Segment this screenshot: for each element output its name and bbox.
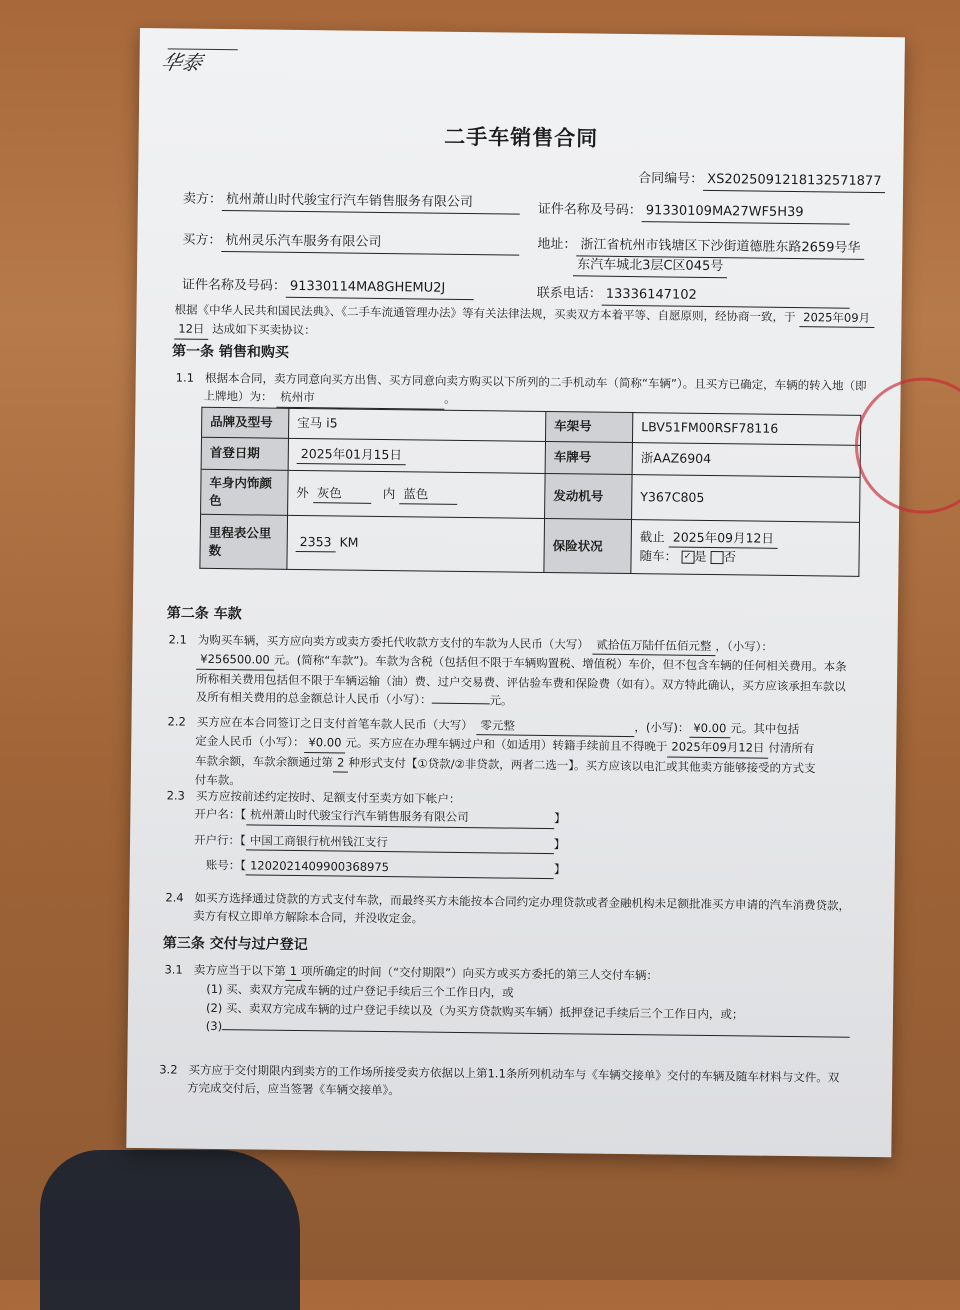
article-1-title: 第一条 销售和购买 — [171, 343, 290, 361]
table-row — [201, 469, 861, 522]
color-value: 外 灰色 内 蓝色 — [288, 470, 546, 518]
page-title: 二手车销售合同 — [444, 124, 599, 151]
clause-2-2: 2.2 买方应在本合同签订之日支付首笔车款人民币（大写） 零元整 ，(小写)： ¥0.00 元。其中包括 定金人民币（小写）： ¥0.00 元。买方应在办理车辆过户和（如适用）转籍手续前且不得晚于 2025年09月12日 付清所有 车款余额，车款余额通过第 2 种形式支付【①贷款/②非贷款，两者二选一】。买方应该以电汇或其他卖方能够接受的方式支 付车款。 — [167, 714, 816, 788]
clause-2-4: 2.4 如买方选择通过贷款的方式支付车款，而最终买方未能按本合同约定办理贷款或者金融机构未足额批准买方申请的汽车消费贷款， 卖方有权立即单方解除本合同，并没收定金。 — [165, 890, 851, 926]
vin-label: 车架号 — [545, 411, 632, 442]
odometer-value: 2353 KM — [287, 516, 545, 573]
seller-row: 卖方： 杭州萧山时代骏宝行汽车销售服务有限公司 — [183, 191, 520, 215]
reg-date-value: 2025年01月15日 — [288, 438, 545, 473]
brand-label: 品牌及型号 — [202, 407, 289, 438]
seller-id-row: 证件名称及号码： 91330109MA27WF5H39 — [538, 201, 850, 225]
article-2-title: 第二条 车款 — [166, 605, 242, 623]
article-3-title: 第三条 交付与过户登记 — [162, 935, 308, 954]
table-row — [200, 515, 860, 577]
address-row: 地址： 浙江省杭州市钱塘区下沙街道德胜东路2659号华 东汽车城北3层C区045号 — [537, 236, 865, 280]
clause-2-1: 2.1 为购买车辆，买方应向卖方或卖方委托代收款方支付的车款为人民币（大写） 贰拾伍万陆仟伍佰元整 ，（小写）： ¥256500.00 元。(简称“车款”)。车款为含税（包括但不限于车辆购置税、增值税）车价，但不包含车辆的任何相关费用。本条 所称相关费用包括但不限于车辆运输（油）费、过户交易费、评估验车费和保险费（如有）。双方特此确认，买方应该承担车款以 及所有相关费用的总金额总计人民币（小写）： 元。 — [168, 632, 847, 708]
bank-row: 开户行：【 中国工商银行杭州钱江支行 】 — [194, 831, 565, 855]
vehicle-table — [199, 407, 861, 577]
checkbox-checked-icon[interactable]: ✓ — [681, 551, 694, 564]
contract-page — [126, 28, 905, 1157]
insurance-label: 保险状况 — [544, 519, 632, 574]
clause-1-1: 1.1 根据本合同，卖方同意向买方出售、买方同意向卖方购买以下所列的二手机动车（简称“车辆”）。且买方已确定，车辆的转入地（即 上牌地）为： 杭州市 。 — [175, 368, 895, 415]
clause-3-2: 3.2 买方应于交付期限内到卖方的工作场所接受卖方依据以上第1.1条所列机动车与《车辆交接单》交付的车辆及随车材料与文件。双 方完成交付后，应当签署《车辆交接单》。 — [159, 1062, 840, 1098]
checkbox-empty-icon[interactable] — [710, 551, 723, 564]
brand-value: 宝马 i5 — [288, 408, 545, 441]
background-shadow — [40, 1150, 300, 1310]
buyer-row: 买方： 杭州灵乐汽车服务有限公司 — [182, 232, 519, 256]
engine-value: Y367C805 — [632, 475, 861, 523]
color-label: 车身内饰颜 色 — [201, 469, 289, 515]
odometer-label: 里程表公里 数 — [200, 515, 288, 570]
phone-row: 联系电话： 13336147102 — [537, 285, 850, 309]
plate-value: 浙AAZ6904 — [632, 443, 860, 478]
handwritten-signature: 华泰 — [158, 50, 205, 75]
clause-2-3: 2.3 买方应按前述约定按时、足额支付至卖方如下帐户： 开户名：【 杭州萧山时代骏宝行汽车销售服务有限公司 】 — [166, 786, 866, 832]
engine-label: 发动机号 — [545, 473, 633, 519]
intro-paragraph: 根据《中华人民共和国民法典》、《二手车流通管理办法》等有关法律法规，买卖双方本着平等、自愿原则，经协商一致，于 2025年09月 12日 达成如下买卖协议： — [174, 300, 874, 347]
account-no-row: 账号：【 1202021409900368975 】 — [206, 856, 566, 880]
vin-value: LBV51FM00RSF78116 — [632, 413, 860, 446]
contract-no: 合同编号： XS2025091218132571877 — [638, 170, 886, 193]
plate-label: 车牌号 — [545, 441, 632, 474]
clause-3-1: 3.1 卖方应当于以下第 1 项所确定的时间（“交付期限”）向买方或买方委托的第三人交付车辆： (1) 买、卖双方完成车辆的过户登记手续后三个工作日内，或 (2) 买、卖双方完成车辆的过户登记手续以及（为买方贷款购买车辆）抵押登记手续后三个工作日内，或； (3) — [164, 960, 865, 1043]
buyer-id-row: 证件名称及号码： 91330114MA8GHEMU2J — [182, 277, 474, 300]
reg-date-label: 首登日期 — [201, 437, 288, 470]
insurance-value: 截止 2025年09月12日 随车： ✓ 是 否 — [631, 520, 860, 577]
